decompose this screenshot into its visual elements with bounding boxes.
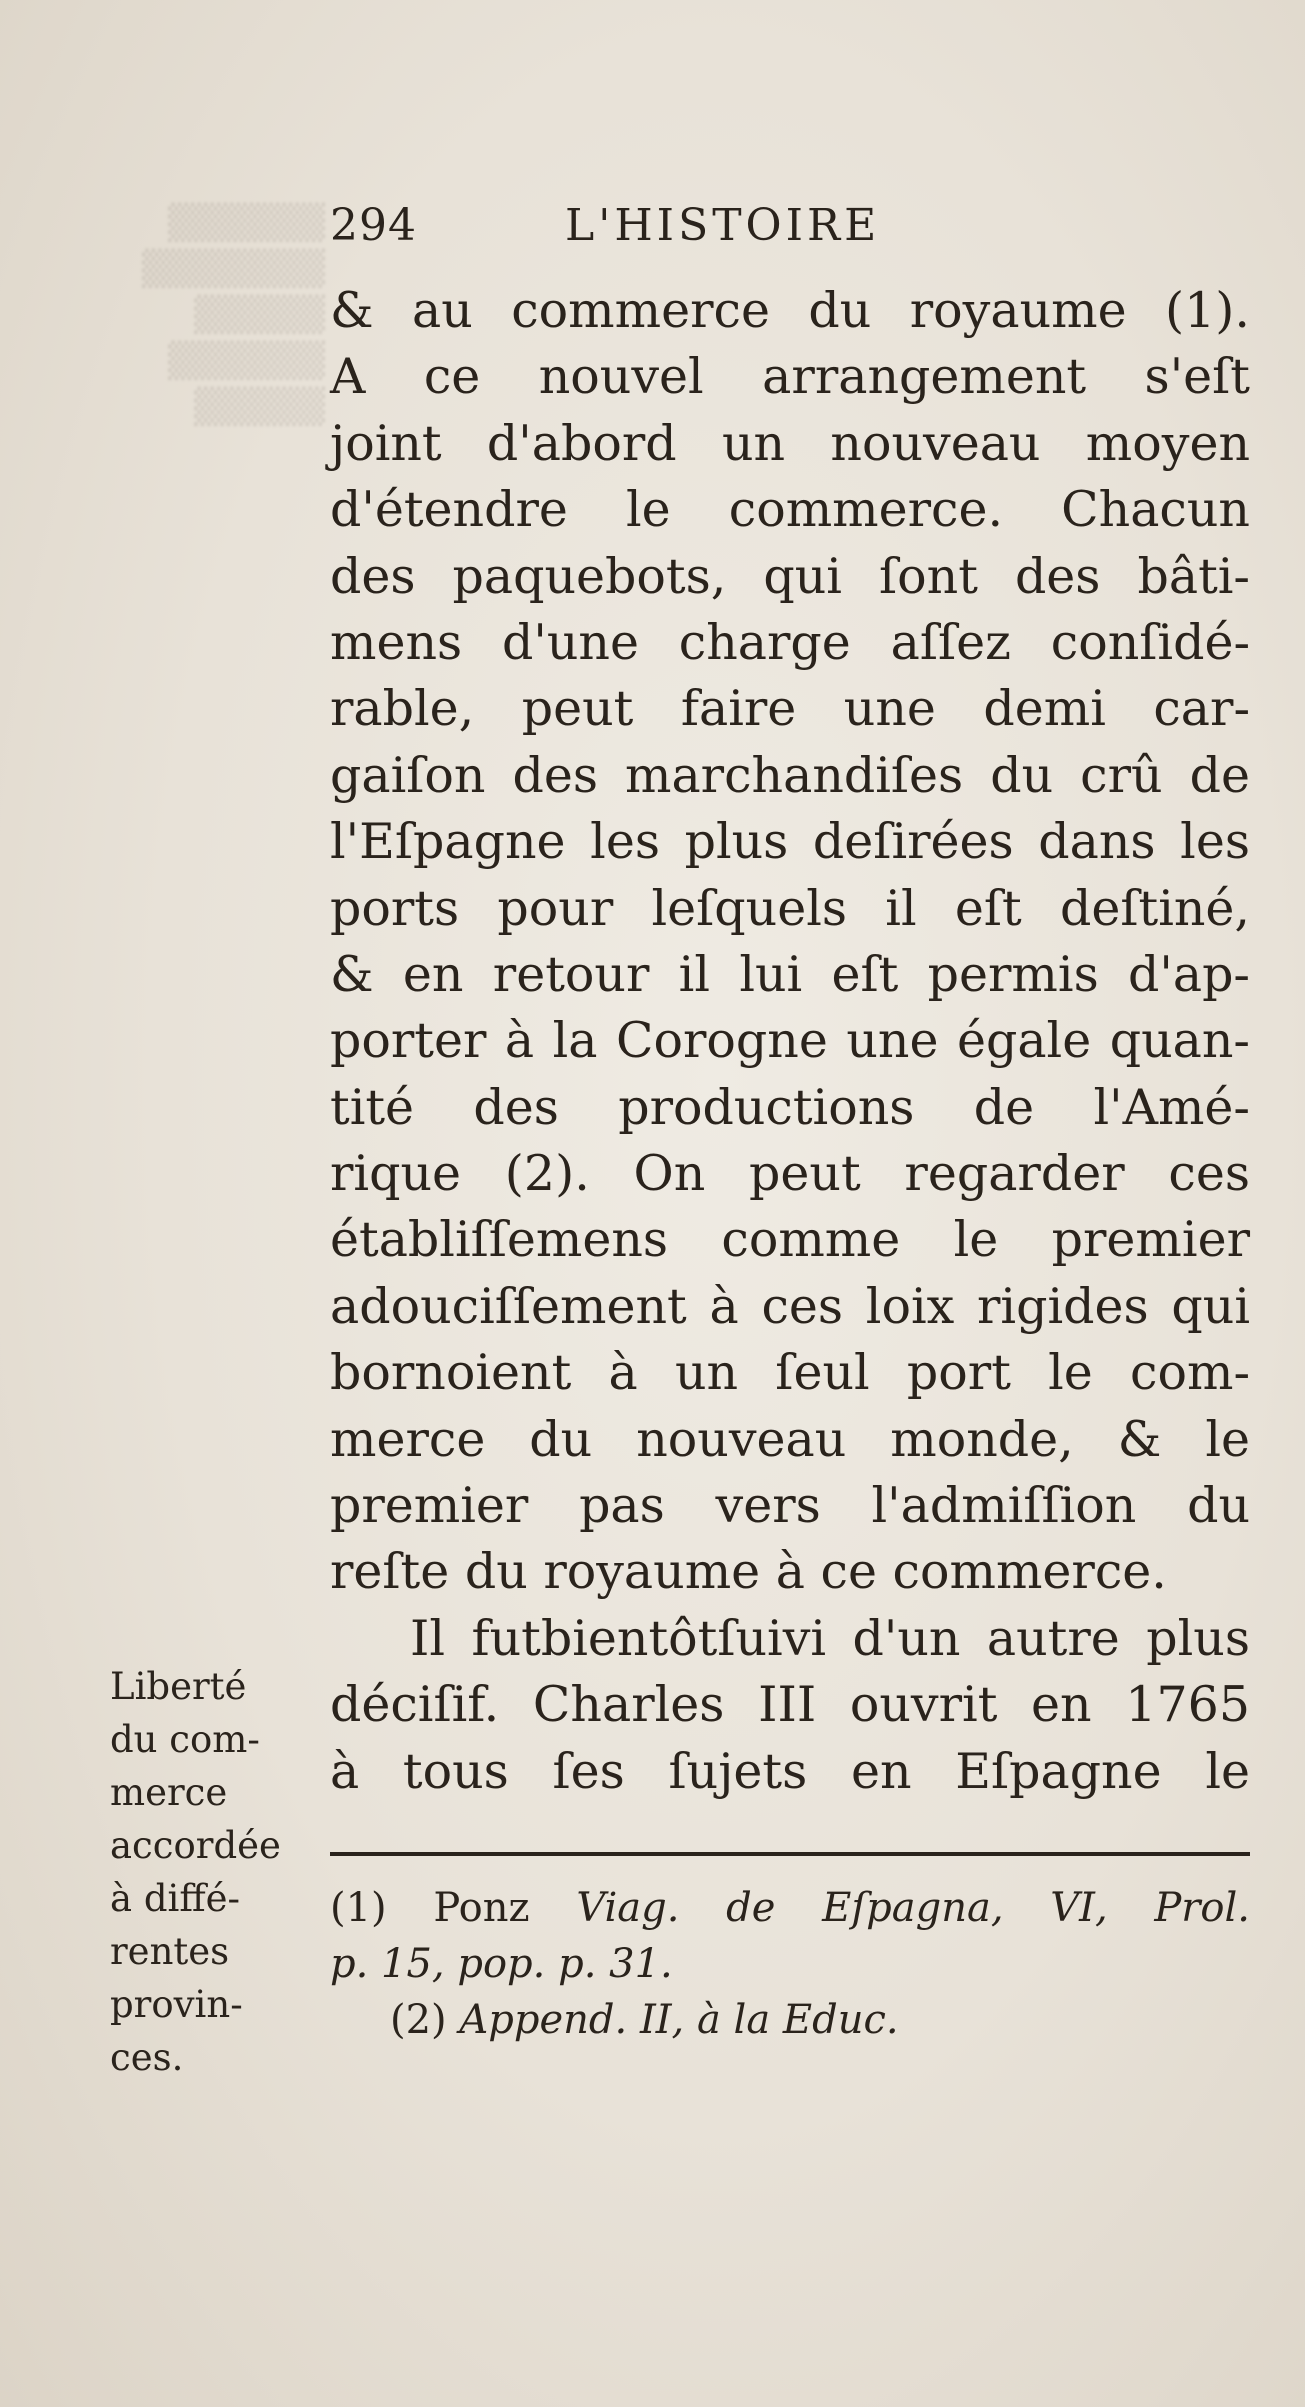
footnotes (330, 1880, 1250, 2048)
text-line: premier pas vers l'admiſſion du (330, 1477, 1250, 1535)
margin-note-line: à diffé- (110, 1877, 241, 1920)
running-head: L'HISTOIRE (565, 200, 881, 251)
page-number: 294 (330, 200, 417, 251)
text-line: établiſſemens comme le premier (330, 1211, 1250, 1269)
show-through-text: ▒▒▒▒▒▒ ▒▒▒▒▒▒▒ ▒▒▒▒▒ ▒▒▒▒▒▒ ▒▒▒▒▒ (141, 203, 325, 427)
margin-note-line: Liberté (110, 1665, 247, 1708)
text-line: à tous ſes ſujets en Eſpagne le (330, 1742, 1250, 1800)
footnote-1-work: Viag. de Eſpagna, VI, Prol. (576, 1885, 1251, 1931)
footnote-2-text: Append. II, à la Educ. (459, 1997, 899, 2043)
margin-note-line: merce (110, 1771, 228, 1814)
text-line: déciſif. Charles III ouvrit en 1765 (330, 1676, 1250, 1734)
footnote-1 (330, 1880, 1250, 1936)
text-line: porter à la Corogne une égale quan- (330, 1012, 1250, 1070)
margin-note-line: rentes (110, 1930, 230, 1973)
paragraph-start-line: Il futbientôtſuivi d'un autre plus (410, 1609, 1250, 1667)
footnote-1-author: Ponz (433, 1885, 530, 1931)
text-line: d'étendre le commerce. Chacun (330, 481, 1250, 539)
text-line: rable, peut faire une demi car- (330, 680, 1250, 738)
margin-note-line: accordée (110, 1824, 281, 1867)
margin-note-line: provin- (110, 1983, 243, 2026)
text-line: mens d'une charge aſſez conſidé- (330, 613, 1250, 671)
text-line: adouciſſement à ces loix rigides qui (330, 1277, 1250, 1335)
text-line: reſte du royaume à ce commerce. (330, 1543, 1167, 1601)
text-line: ports pour leſquels il eſt deſtiné, (330, 879, 1250, 937)
text-line: tité des productions de l'Amé- (330, 1078, 1250, 1136)
footnote-divider (330, 1852, 1250, 1856)
text-line: rique (2). On peut regarder ces (330, 1145, 1250, 1203)
text-line: merce du nouveau monde, & le (330, 1410, 1250, 1468)
text-line: joint d'abord un nouveau moyen (330, 414, 1250, 472)
text-line: gaiſon des marchandiſes du crû de (330, 746, 1250, 804)
margin-note-line: ces. (110, 2036, 184, 2079)
text-line: & au commerce du royaume (1). (330, 282, 1250, 339)
margin-note (110, 1660, 320, 2084)
footnote-2-number: (2) (390, 1997, 447, 2043)
footnote-1-pages: p. 15, pop. p. 31. (330, 1941, 673, 1987)
text-line: A ce nouvel arrangement s'eſt (330, 348, 1250, 406)
text-line: bornoient à un ſeul port le com- (330, 1344, 1250, 1402)
text-line: & en retour il lui eſt permis d'ap- (330, 945, 1250, 1003)
footnote-2 (330, 1992, 1250, 2048)
page-header (330, 200, 1250, 260)
main-text (330, 278, 1250, 1805)
margin-note-line: du com- (110, 1718, 260, 1761)
text-line: des paquebots, qui ſont des bâti- (330, 547, 1250, 605)
footnote-1-continuation (330, 1936, 1250, 1992)
text-line: l'Eſpagne les plus deſirées dans les (330, 813, 1250, 871)
footnote-1-number: (1) (330, 1885, 387, 1931)
